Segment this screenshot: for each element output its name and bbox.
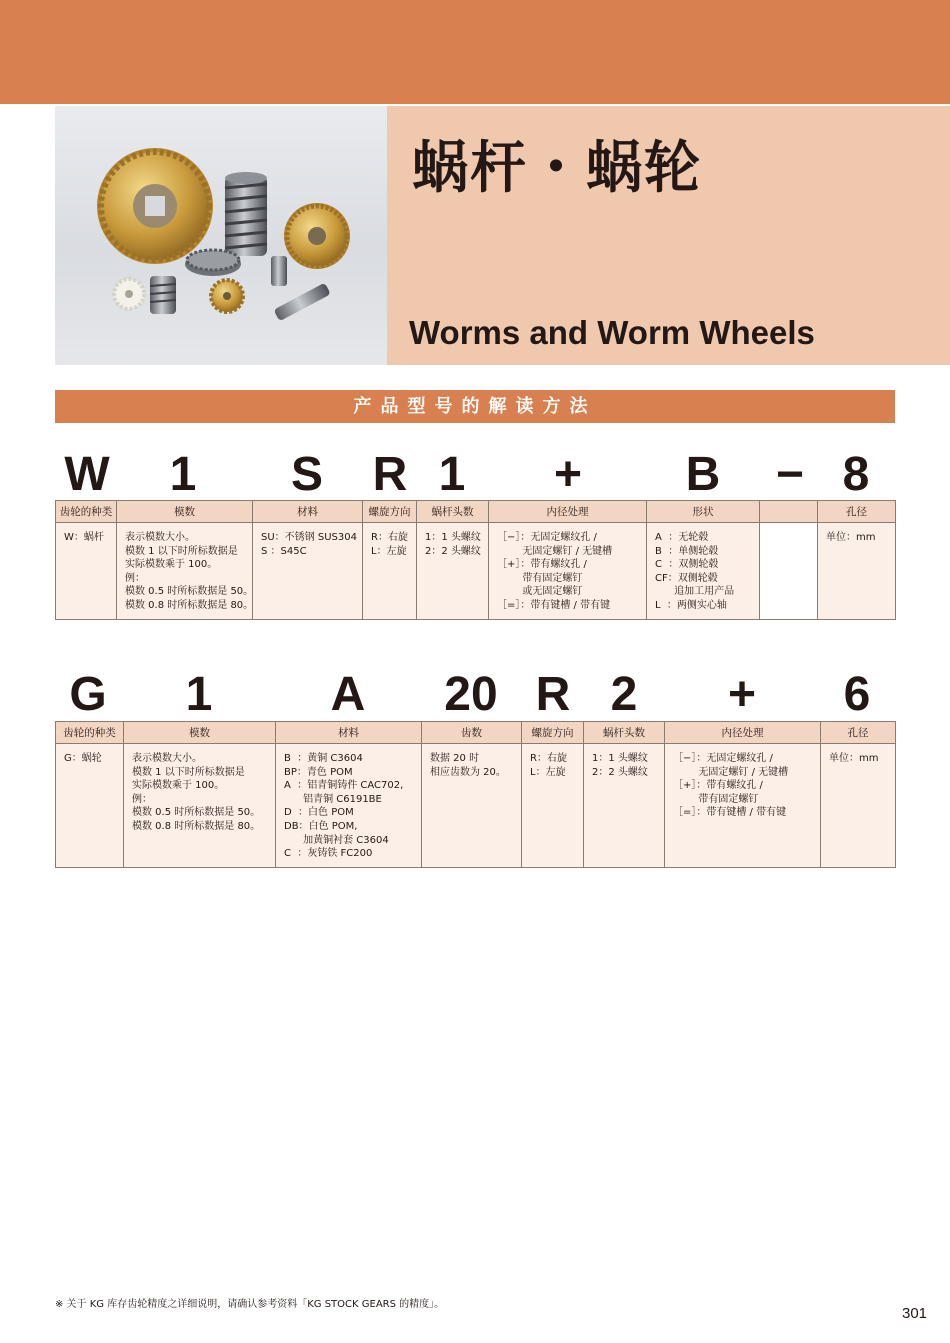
code-char: B xyxy=(685,448,721,501)
cell-bore-treatment: ［−］：无固定螺纹孔 / 无固定螺钉 / 无键槽 ［+］：带有螺纹孔 / 带有固定螺钉 或无固定螺钉 ［=］：带有键槽 / 带有键 xyxy=(489,523,647,620)
cell-bore-diameter: 单位：mm xyxy=(821,744,896,868)
code-char: 1 xyxy=(185,668,213,721)
cell-helix-direction: R：右旋 L：左旋 xyxy=(522,744,584,868)
page-title: 蜗杆・蜗轮 xyxy=(412,136,702,201)
header-gear-type: 齿轮的种类 xyxy=(56,722,124,744)
header-module: 模数 xyxy=(124,722,276,744)
page-number: 301 xyxy=(902,1305,928,1322)
header-blank xyxy=(760,501,818,523)
header-bore-diameter: 孔径 xyxy=(821,722,896,744)
footnote: ※ 关于 KG 库存齿轮精度之详细说明，请确认参考资料「KG STOCK GEARS 的精度」。 xyxy=(55,1299,445,1310)
header-module: 模数 xyxy=(117,501,253,523)
header-gear-type: 齿轮的种类 xyxy=(56,501,117,523)
cell-shape: A ：无轮毂 B ：单侧轮毂 C ：双侧轮毂 CF：双侧轮毂 追加工用产品 L ：两侧实心轴 xyxy=(647,523,760,620)
top-band xyxy=(0,0,950,104)
cell-module: 表示模数大小。 模数 1 以下时所标数据是 实际模数乘于 100。 例： 模数 0.5 时所标数据是 50。 模数 0.8 时所标数据是 80。 xyxy=(117,523,253,620)
code-char: + xyxy=(727,668,757,721)
header-bore-treatment: 内径处理 xyxy=(489,501,647,523)
header-thread-count: 蜗杆头数 xyxy=(417,501,489,523)
cell-bore-diameter: 单位：mm xyxy=(818,523,896,620)
code-char: 2 xyxy=(610,668,638,721)
cell-module: 表示模数大小。 模数 1 以下时所标数据是 实际模数乘于 100。 例： 模数 0.5 时所标数据是 50。 模数 0.8 时所标数据是 80。 xyxy=(124,744,276,868)
gear-spec-table xyxy=(55,721,896,868)
code-char: A xyxy=(330,668,366,721)
header-material: 材料 xyxy=(253,501,363,523)
code-char: S xyxy=(290,448,324,501)
header-shape: 形状 xyxy=(647,501,760,523)
header-bore-diameter: 孔径 xyxy=(818,501,896,523)
header-material: 材料 xyxy=(276,722,422,744)
header-thread-count: 蜗杆头数 xyxy=(584,722,665,744)
code-char: + xyxy=(553,448,583,501)
section-heading: 产品型号的解读方法 xyxy=(55,390,895,423)
code-char: 1 xyxy=(169,448,197,501)
code-char: − xyxy=(775,448,805,501)
code-char: R xyxy=(372,448,408,501)
hero xyxy=(55,106,950,365)
cell-thread-count: 1：1 头螺纹 2：2 头螺纹 xyxy=(417,523,489,620)
header-helix-direction: 螺旋方向 xyxy=(363,501,417,523)
cell-blank xyxy=(760,523,818,620)
cell-helix-direction: R：右旋 L：左旋 xyxy=(363,523,417,620)
header-helix-direction: 螺旋方向 xyxy=(522,722,584,744)
table-header-row xyxy=(56,722,896,744)
table-header-row xyxy=(56,501,896,523)
code-char: 1 xyxy=(438,448,466,501)
product-photo xyxy=(55,106,387,365)
worm-spec-table xyxy=(55,500,896,620)
worm-model-code xyxy=(55,445,895,505)
table-row xyxy=(56,744,896,868)
code-char: W xyxy=(64,448,110,501)
code-char: 6 xyxy=(843,668,871,721)
code-char: 8 xyxy=(842,448,870,501)
code-char: G xyxy=(69,668,107,721)
gear-model-code xyxy=(55,665,895,725)
header-tooth-count: 齿数 xyxy=(422,722,522,744)
cell-material: B ：黄铜 C3604 BP：青色 POM A ：铝青铜铸件 CAC702, 铝青铜 C6191BE D ：白色 POM DB：白色 POM, 加黄铜衬套 C3604 C ：灰铸铁 FC200 xyxy=(276,744,422,868)
cell-tooth-count: 数据 20 时 相应齿数为 20。 xyxy=(422,744,522,868)
code-char: 20 xyxy=(444,668,498,721)
code-char: R xyxy=(535,668,571,721)
cell-gear-type: G：蜗轮 xyxy=(56,744,124,868)
cell-thread-count: 1：1 头螺纹 2：2 头螺纹 xyxy=(584,744,665,868)
table-row xyxy=(56,523,896,620)
cell-bore-treatment: ［−］：无固定螺纹孔 / 无固定螺钉 / 无键槽 ［+］：带有螺纹孔 / 带有固定螺钉 ［=］：带有键槽 / 带有键 xyxy=(665,744,821,868)
cell-gear-type: W：蜗杆 xyxy=(56,523,117,620)
gears-illustration xyxy=(55,106,387,365)
header-bore-treatment: 内径处理 xyxy=(665,722,821,744)
cell-material: SU：不锈钢 SUS304 S ：S45C xyxy=(253,523,363,620)
title-panel xyxy=(387,106,950,365)
page-title-english: Worms and Worm Wheels xyxy=(409,314,815,351)
